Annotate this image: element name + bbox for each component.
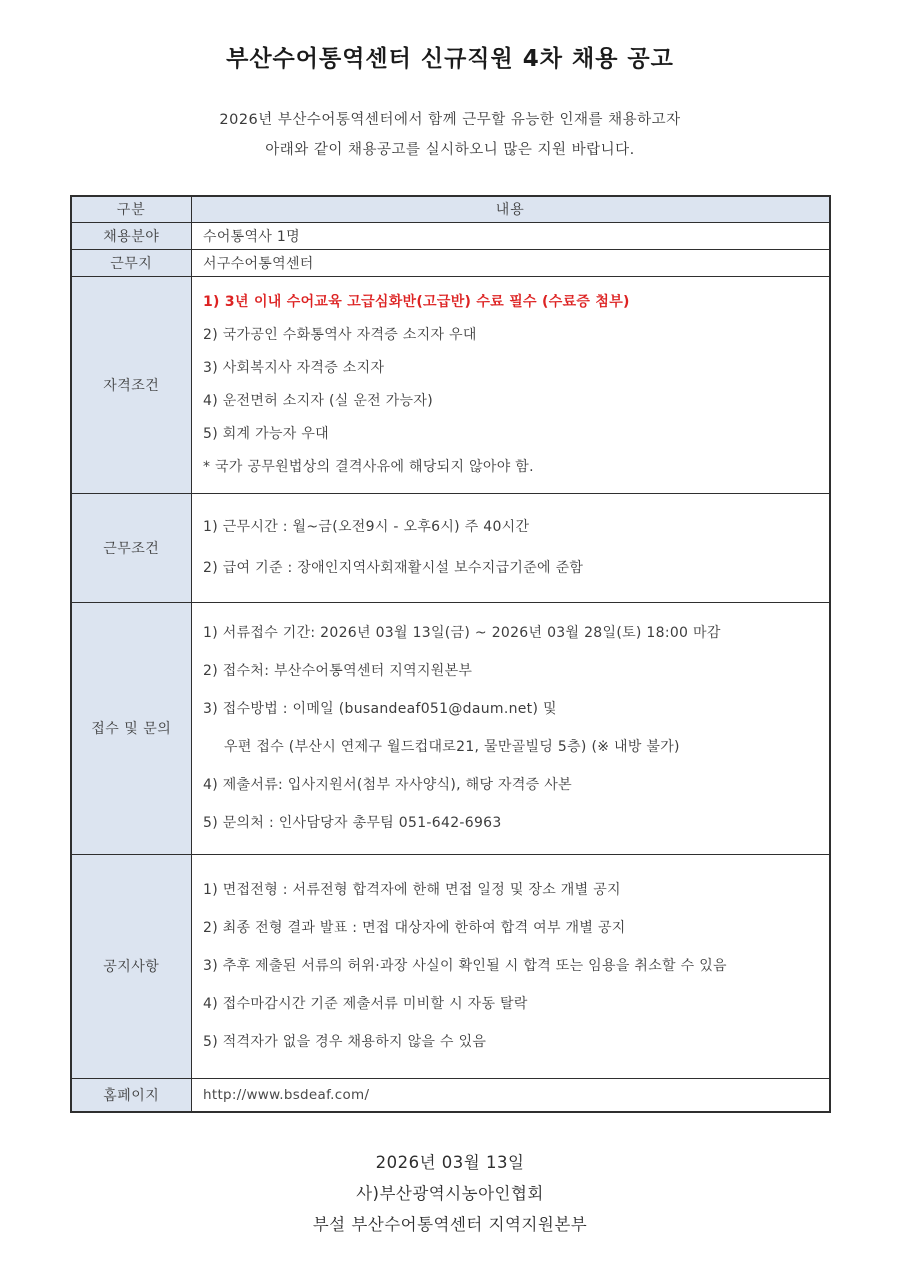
homepage-url: http://www.bsdeaf.com/ [203,1086,370,1103]
header-cell-content: 내용 [192,196,830,222]
intro-line-1: 2026년 부산수어통역센터에서 함께 근무할 유능한 인재를 채용하고자 [219,112,681,128]
table-row-workplace [71,249,830,276]
document-footer [0,1147,900,1240]
recruitment-table [70,195,831,1113]
row-label: 근무지 [71,249,192,276]
content-line: 1) 서류접수 기간: 2026년 03월 13일(금) ~ 2026년 03월 28일(토) 18:00 마감 [203,624,721,641]
row-content [192,276,830,493]
row-label: 접수 및 문의 [71,602,192,854]
content-line: 3) 접수방법 : 이메일 (busandeaf051@daum.net) 및 [203,700,557,717]
content-line: 4) 제출서류: 입사지원서(첨부 자사양식), 해당 자격증 사본 [203,776,572,793]
content-line: 3) 사회복지사 자격증 소지자 [203,359,385,376]
document-title: 부산수어통역센터 신규직원 4차 채용 공고 [226,46,674,72]
footer-date: 2026년 03월 13일 [375,1153,525,1172]
content-line: 서구수어통역센터 [203,255,314,272]
content-line: 5) 적격자가 없을 경우 채용하지 않을 수 있음 [203,1033,487,1050]
table-header-row [71,196,830,222]
content-line: 4) 접수마감시간 기준 제출서류 미비할 시 자동 탈락 [203,995,528,1012]
content-line: 2) 급여 기준 : 장애인지역사회재활시설 보수지급기준에 준함 [203,559,584,576]
content-line: 3) 추후 제출된 서류의 허위·과장 사실이 확인될 시 합격 또는 임용을 취소할 수 있음 [203,957,727,974]
content-line: 1) 근무시간 : 월~금(오전9시 - 오후6시) 주 40시간 [203,518,530,535]
row-label: 근무조건 [71,493,192,602]
content-line: 1) 면접전형 : 서류전형 합격자에 한해 면접 일정 및 장소 개별 공지 [203,881,621,898]
table-row-working-conditions [71,493,830,602]
content-line-emphasized: 1) 3년 이내 수어교육 고급심화반(고급반) 수료 필수 (수료증 첨부) [203,293,630,310]
table-row-notices [71,854,830,1078]
intro-line-2: 아래와 같이 채용공고를 실시하오니 많은 지원 바랍니다. [265,142,635,158]
content-line: 2) 최종 전형 결과 발표 : 면접 대상자에 한하여 합격 여부 개별 공지 [203,919,626,936]
content-line: 5) 문의처 : 인사담당자 총무팀 051-642-6963 [203,814,502,831]
content-line: 2) 접수처: 부산수어통역센터 지역지원본부 [203,662,473,679]
row-content [192,602,830,854]
table-row-qualifications [71,276,830,493]
row-content [192,222,830,249]
row-content [192,1078,830,1112]
row-content [192,493,830,602]
recruitment-table-wrap [70,195,831,1113]
content-line: 2) 국가공인 수화통역사 자격증 소지자 우대 [203,326,477,343]
content-line: 수어통역사 1명 [203,228,300,245]
table-row-recruit-field [71,222,830,249]
row-content [192,249,830,276]
table-row-homepage [71,1078,830,1112]
row-label: 채용분야 [71,222,192,249]
intro-text [0,105,900,165]
content-line-continuation: 우편 접수 (부산시 연제구 월드컵대로21, 물만골빌딩 5층) (※ 내방 불가) [224,738,680,755]
content-line: 5) 회계 가능자 우대 [203,425,329,442]
content-line: 4) 운전면허 소지자 (실 운전 가능자) [203,392,433,409]
content-line: * 국가 공무원법상의 결격사유에 해당되지 않아야 함. [203,458,534,475]
row-label: 공지사항 [71,854,192,1078]
table-row-application-inquiry [71,602,830,854]
footer-department: 부설 부산수어통역센터 지역지원본부 [312,1215,588,1234]
row-label: 홈페이지 [71,1078,192,1112]
row-label: 자격조건 [71,276,192,493]
footer-organization: 사)부산광역시농아인협회 [356,1184,544,1203]
row-content [192,854,830,1078]
header-cell-category: 구분 [71,196,192,222]
